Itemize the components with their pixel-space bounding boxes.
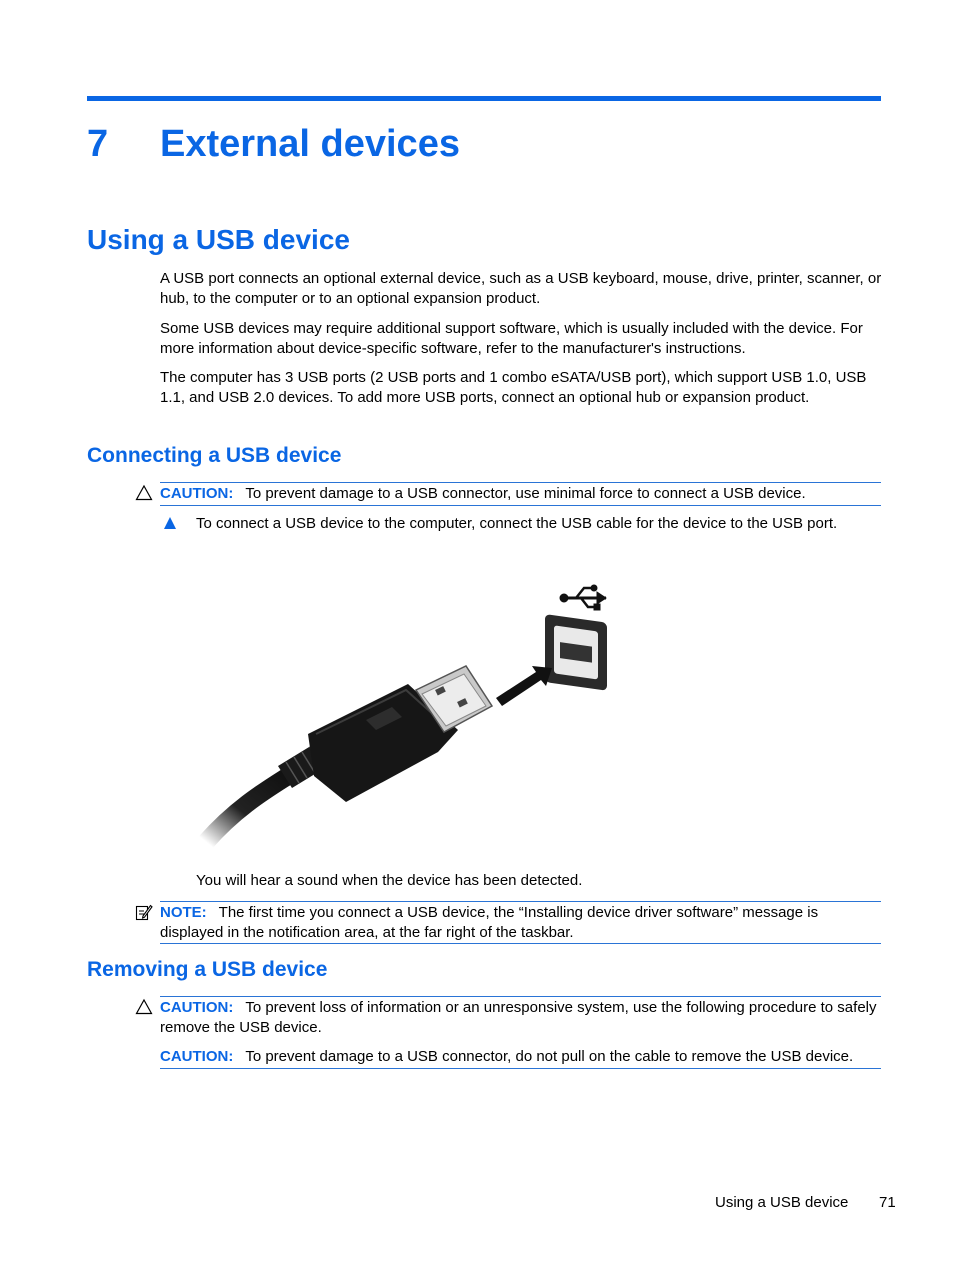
caution-icon (135, 484, 153, 502)
usb-port-icon (545, 614, 607, 691)
detected-text: You will hear a sound when the device has been detected. (196, 872, 583, 889)
connecting-title: Connecting a USB device (87, 444, 342, 467)
chapter-heading (87, 120, 460, 168)
note-label: NOTE: (160, 904, 207, 921)
caution-box-connect (160, 482, 881, 506)
caution-remove-1 (160, 998, 881, 1037)
caution-text: To prevent loss of information or an unresponsive system, use the following procedure to safely remove the USB device. (160, 999, 877, 1036)
caution-box-remove (160, 996, 881, 1069)
chapter-number: 7 (87, 123, 109, 165)
step-icon (163, 516, 177, 530)
paragraph-2: Some USB devices may require additional support software, which is usually included with the device. For more information about device-specific software, refer to the manufacturer's instructions. (160, 320, 863, 357)
footer-page-number: 71 (879, 1194, 896, 1211)
paragraph-1: A USB port connects an optional external device, such as a USB keyboard, mouse, drive, printer, scanner, or hub, to the computer or to an optional expansion product. (160, 270, 882, 307)
caution-text: To prevent damage to a USB connector, use minimal force to connect a USB device. (245, 485, 806, 502)
caution-text: To prevent damage to a USB connector, do not pull on the cable to remove the USB device. (245, 1048, 854, 1065)
note-icon (135, 903, 153, 921)
caution-label: CAUTION: (160, 1048, 234, 1065)
caution-remove-2 (160, 1047, 881, 1067)
usb-connector-illustration (196, 580, 616, 855)
note-box (160, 901, 881, 944)
caution-icon-remove (135, 998, 153, 1016)
usb-symbol-icon (560, 585, 606, 610)
chapter-title: External devices (160, 123, 460, 165)
chapter-rule (87, 96, 881, 101)
footer-section: Using a USB device (715, 1194, 849, 1211)
note-text: The first time you connect a USB device, the “Installing device driver software” message is displayed in the notification area, at the far right of the taskbar. (160, 904, 819, 941)
insert-arrow-icon (496, 666, 552, 706)
section-title: Using a USB device (87, 224, 350, 255)
step-text: To connect a USB device to the computer, connect the USB cable for the device to the USB port. (196, 515, 838, 532)
paragraph-3: The computer has 3 USB ports (2 USB ports and 1 combo eSATA/USB port), which support USB 1.0, USB 1.1, and USB 2.0 devices. To add more USB ports, connect an optional hub or expansion product. (160, 369, 867, 406)
caution-label: CAUTION: (160, 999, 234, 1016)
caution-label: CAUTION: (160, 485, 234, 502)
removing-title: Removing a USB device (87, 958, 328, 981)
